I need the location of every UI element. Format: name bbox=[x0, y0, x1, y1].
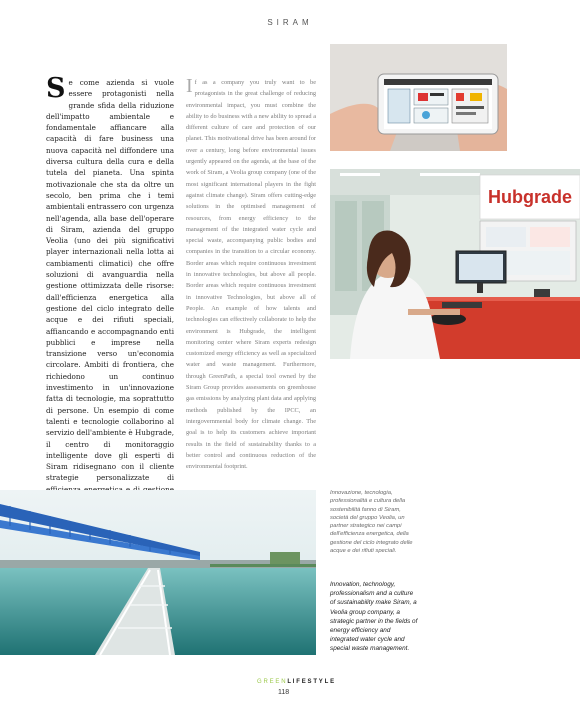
article-body-english bbox=[186, 77, 316, 472]
water-treatment-photo bbox=[0, 490, 316, 655]
phone-app-illustration bbox=[330, 44, 507, 151]
hubgrade-office-illustration bbox=[330, 169, 580, 359]
brand-green-word: GREEN bbox=[257, 679, 288, 685]
water-treatment-illustration bbox=[0, 490, 316, 655]
article-text-english: f as a company you truly want to be protagonists in the great challenge of reducing environmental impact, you must combine the ability to do business with a new ability to spread a different culture of care and protection of our planet. This motivational drive has been around for over a century, long before environmental issues urgently appeared on the agenda, at the base of the work of Siram, a Veolia group company (one of the most significant international players in the fight against climate change). Siram offers cutting-edge solutions in the optimised management of resources, from energy efficiency to the management of the integrated water cycle and special waste, accompanying public bodies and companies in the transition to a circular economy. Border areas which require continuous investment in innovative technologies, but above all people. Border areas which require continuous investment in innovative Technologies, but above all of People. An example of how talents and technologies can effectively collaborate to help the environment is Hubgrade, the intelligent monitoring center where Siram experts redesign customized energy efficiency as well as specialized water and waste management. Furthermore, through GreenPath, a special tool owned by the Siram Group provides assessments on greenhouse gas emissions by analyzing plant data and applying methods published by the IPCC, an intergovernmental body for climate change. The goal is to help its customers achieve important results in the field of sustainability thanks to a better control and continuous reduction of the environmental footprint. bbox=[186, 79, 316, 471]
magazine-brand bbox=[257, 679, 336, 685]
drop-cap-english: I bbox=[186, 75, 193, 97]
drop-cap-italian: S bbox=[46, 73, 66, 104]
photo-caption-italian: Innovazione, tecnologia, professionalità e cultura della sostenibilità fanno di Siram, società del gruppo Veolia, un partner strategico nei campi dell'efficienza energetica, della gestione del ciclo integrato delle acque e dei rifiuti speciali. bbox=[330, 490, 413, 555]
photo-caption-english: Innovation, technology, professionalism and a culture of sustainability make Siram, a Veolia group company, a strategic partner in the fields of energy efficiency and integrated water cycle and special waste management. bbox=[330, 581, 418, 653]
phone-app-photo bbox=[330, 44, 507, 151]
article-text-italian: e come azienda si vuole essere protagonisti nella grande sfida della riduzione dell'impatto ambientale e fondamentale affiancare alla capacità di fare business una nuova capacità nel diffondere una diversa cultura della cura e della tutela del pianeta. Una spinta motivazionale che sta da oltre un secolo, ben prima che i temi ambientali entrassero con urgenza nell'agenda, alla base dell'operare di Siram, azienda del gruppo Veolia (uno dei più significativi player internazionali nella lotta ai cambiamenti climatici) che offre soluzioni di avanguardia nella gestione ottimizzata delle risorse: dall'efficienza energetica alla gestione del ciclo integrato delle acque e dei rifiuti speciali, affiancando e accompagnando enti pubblici e imprese nella transizione verso un'economia circolare. Ambiti di frontiera, che richiedono un continuo investimento in un'innovazione fatta di tecnologie, ma soprattutto di persone. Un esempio di come talenti e tecnologie collaborino al servizio dell'ambiente è Hubgrade, il centro di monitoraggio intelligente dove gli esperti di Siram ridisegnano con il cliente strategie personalizzate di bbox=[46, 78, 174, 483]
hubgrade-sign-text: Hubgrade bbox=[487, 187, 573, 207]
page-number: 118 bbox=[278, 689, 290, 696]
magazine-section-header: SIRAM bbox=[267, 18, 313, 27]
brand-lifestyle-word: LIFESTYLE bbox=[287, 679, 336, 685]
hubgrade-office-photo bbox=[330, 169, 580, 359]
